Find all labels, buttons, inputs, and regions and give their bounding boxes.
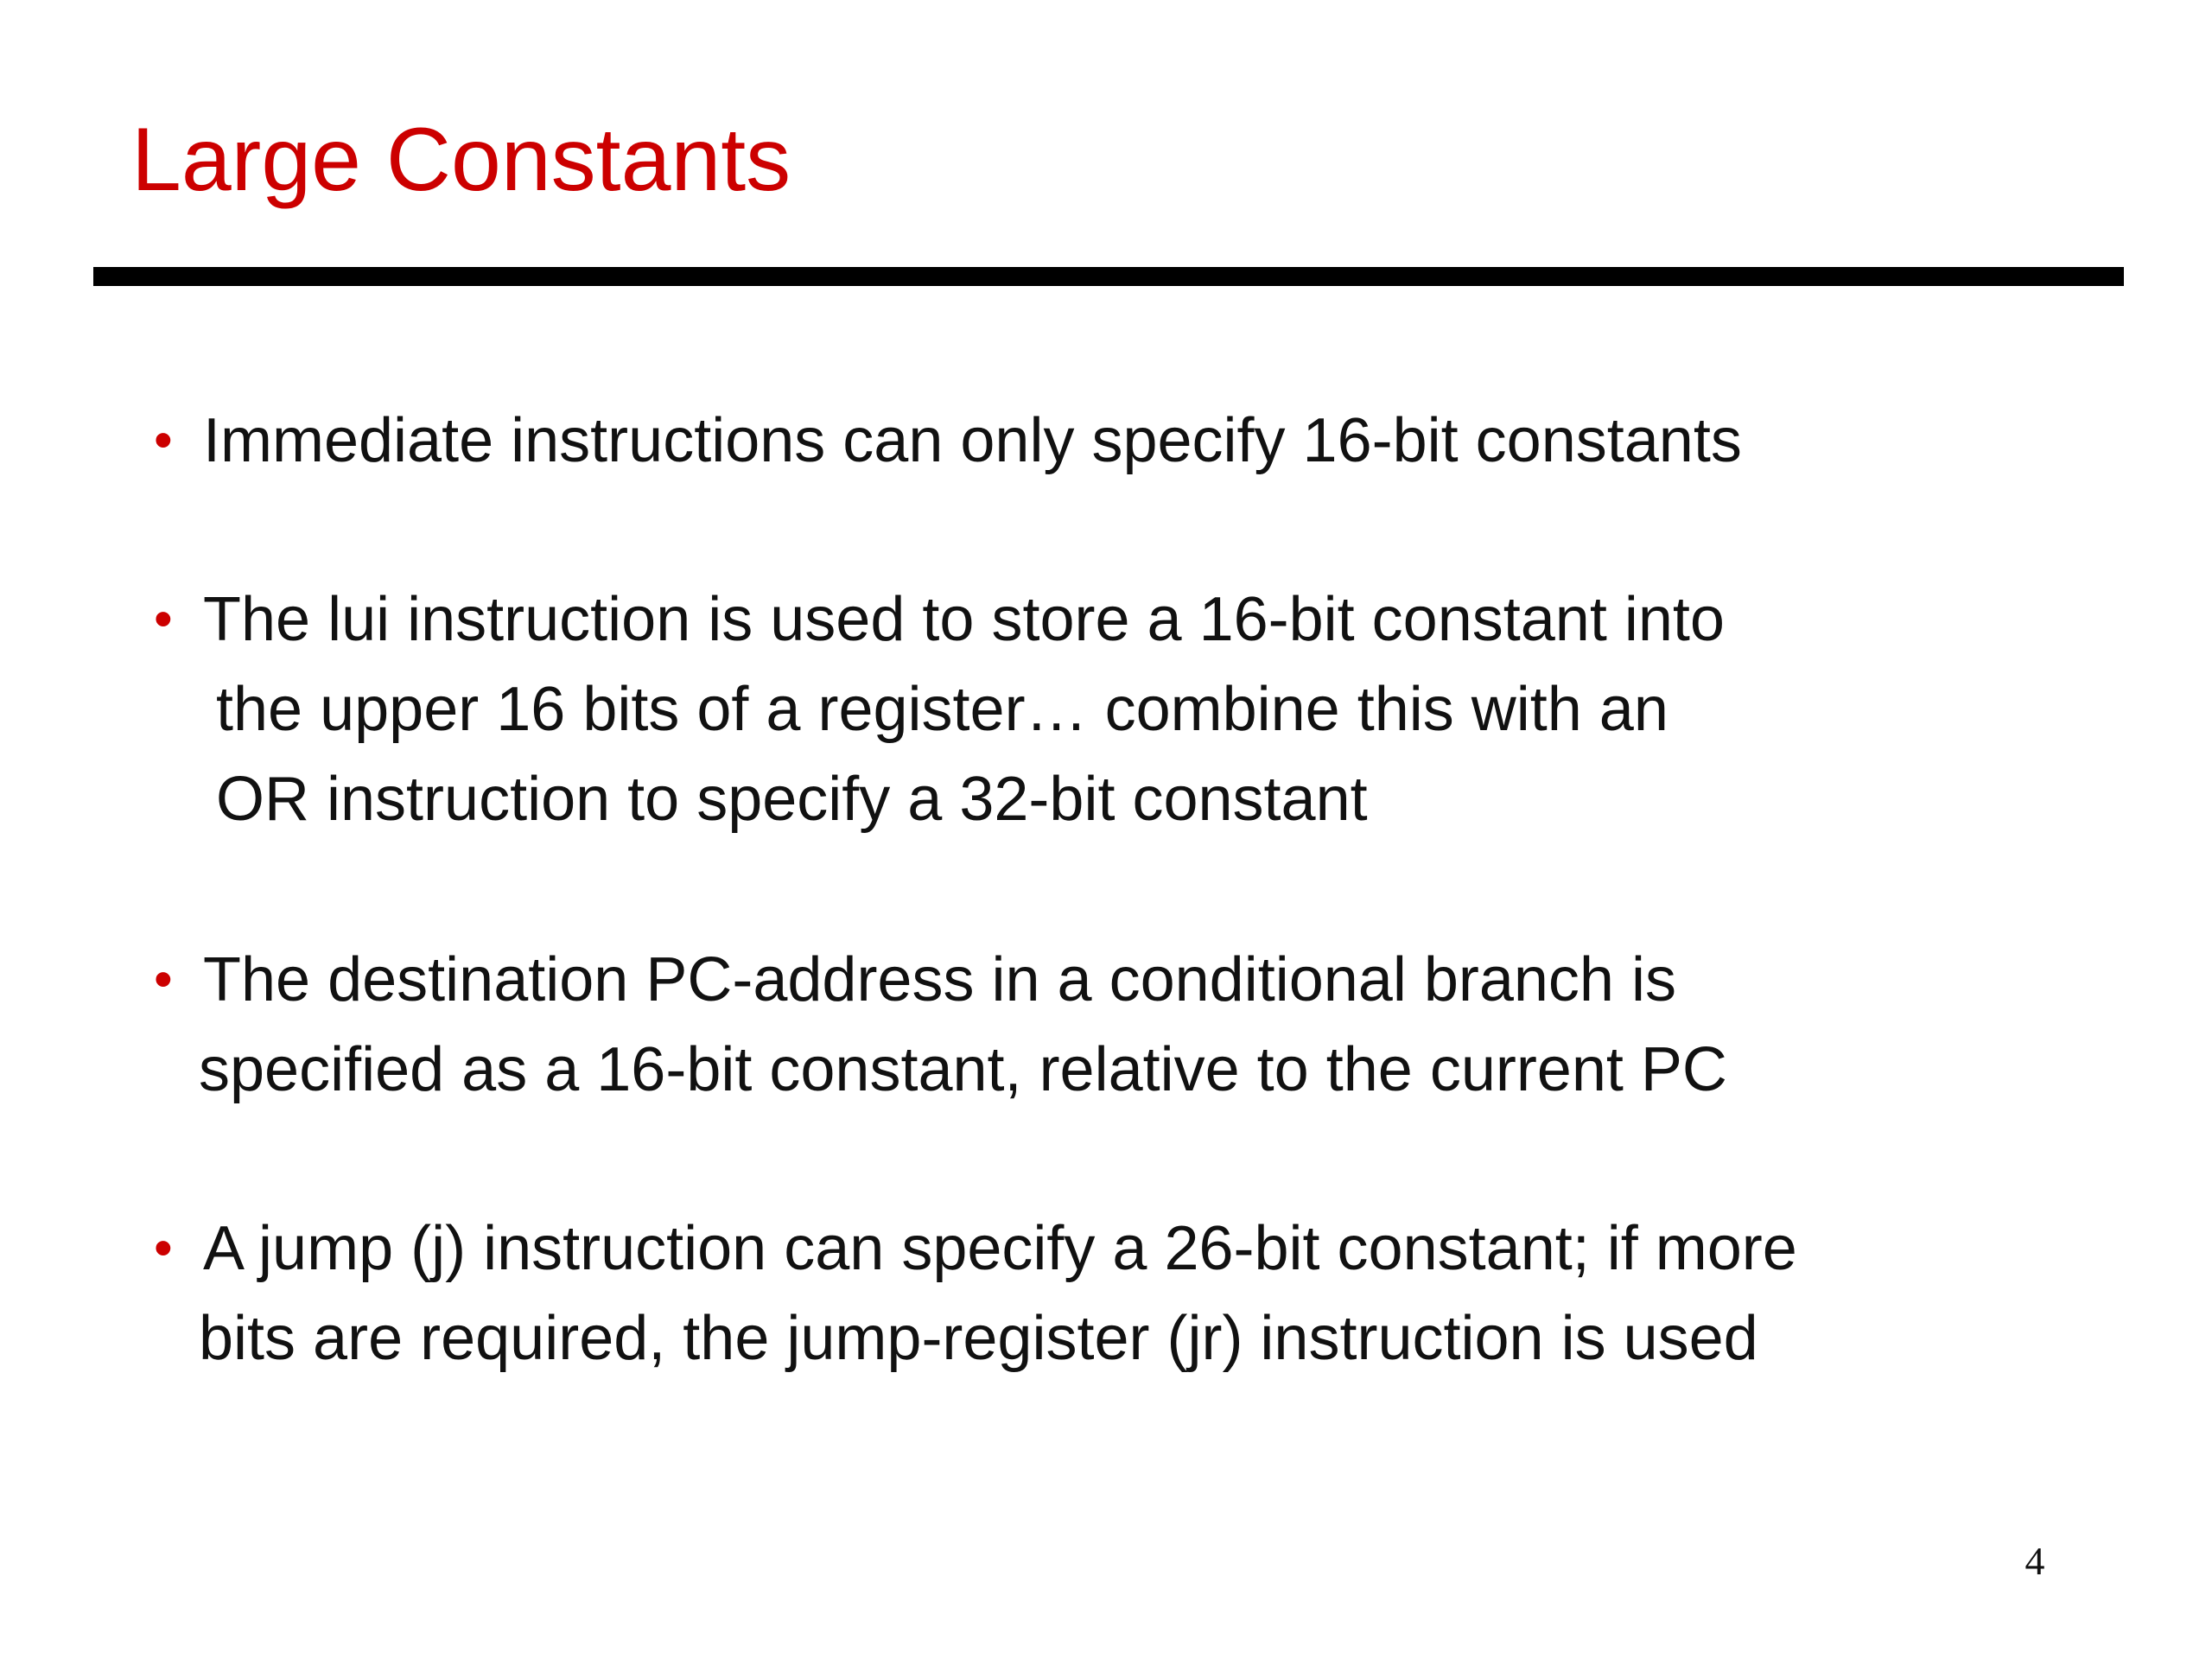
bullet-line: A jump (j) instruction can specify a 26-bit constant; if more [203,1214,1797,1283]
bullet-line: Immediate instructions can only specify 16-bit constants [203,406,1742,475]
bullet-marker: • [154,589,173,649]
bullet-line: The lui instruction is used to store a 16-bit constant into [203,585,1725,654]
bullet-marker: • [154,410,173,470]
bullet-line: The destination PC-address in a conditional branch is [203,945,1676,1014]
bullet-line: specified as a 16-bit constant, relative to the current PC [199,1035,1727,1104]
page-number: 4 [2024,1539,2045,1583]
bullet-marker: • [154,1218,173,1278]
bullet-line: bits are required, the jump-register (jr) instruction is used [199,1304,1758,1373]
bullet-marker: • [154,950,173,1009]
bullet-line: OR instruction to specify a 32-bit constant [216,765,1368,834]
slide-title: Large Constants [131,110,791,210]
bullet-line: the upper 16 bits of a register… combine this with an [216,675,1669,744]
title-divider [93,267,2124,286]
